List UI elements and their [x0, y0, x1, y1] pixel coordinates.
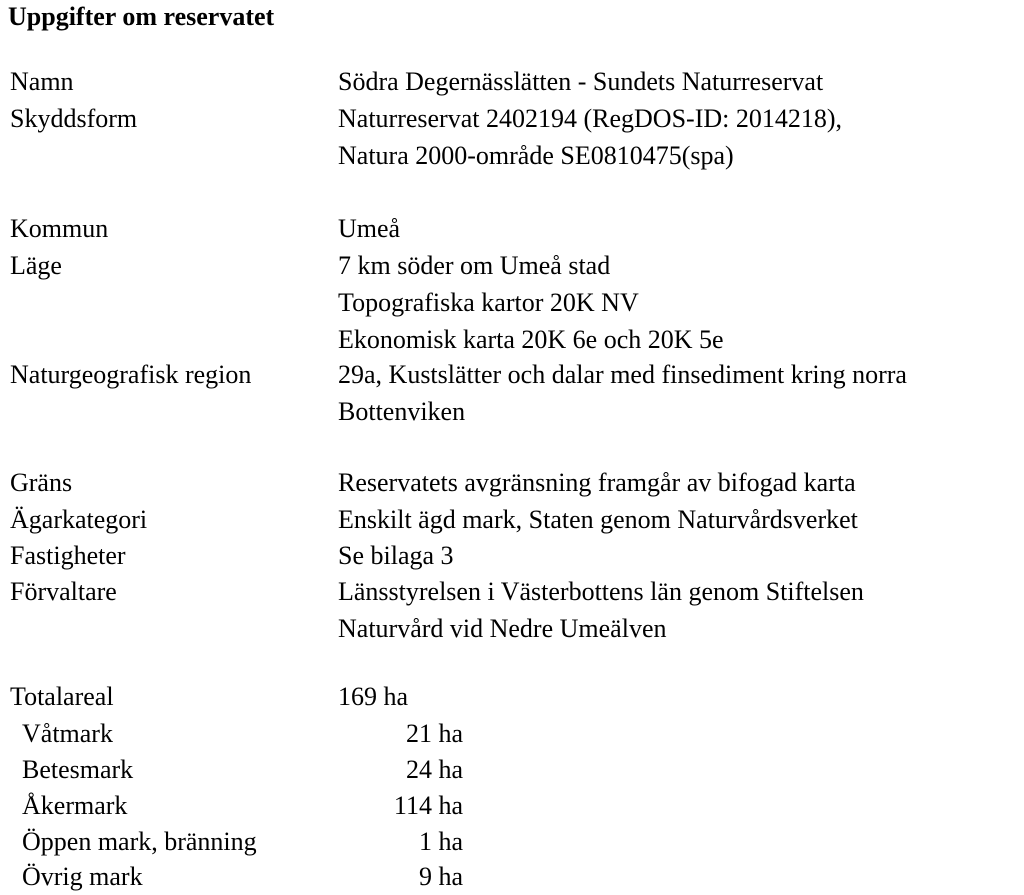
row-value: Reservatets avgränsning framgår av bifogad karta [338, 468, 856, 497]
info-row-region [0, 357, 1024, 393]
area-label: Totalareal [10, 682, 114, 711]
row-label: Ägarkategori [10, 505, 148, 534]
area-value: 9 ha [418, 862, 463, 891]
area-row-betesmark [0, 752, 1024, 788]
info-row-forvaltare-cont [0, 611, 1024, 647]
area-value: 114 ha [393, 791, 463, 820]
area-row-akermark [0, 788, 1024, 824]
row-value: Natura 2000-område SE0810475(spa) [338, 141, 734, 170]
row-label: Fastigheter [10, 541, 126, 570]
row-value: Topografiska kartor 20K NV [338, 288, 639, 317]
row-value: Naturreservat 2402194 (RegDOS-ID: 2014218), [338, 104, 843, 133]
row-label: Naturgeografisk region [10, 360, 252, 389]
info-row-forvaltare [0, 574, 1024, 610]
row-value: Ekonomisk karta 20K 6e och 20K 5e [338, 325, 724, 354]
row-value: 7 km söder om Umeå stad [338, 251, 611, 280]
area-value: 21 ha [405, 719, 463, 748]
area-label: Betesmark [22, 755, 134, 784]
row-label: Gräns [10, 468, 73, 497]
info-row-agarkategori [0, 502, 1024, 538]
row-label: Läge [10, 251, 62, 280]
row-value: 29a, Kustslätter och dalar med finsediment kring norra [338, 360, 907, 389]
row-value: Enskilt ägd mark, Staten genom Naturvårdsverket [338, 505, 858, 534]
row-value: Bottenviken [338, 397, 466, 426]
area-label: Åkermark [22, 791, 128, 820]
row-value: Se bilaga 3 [338, 541, 454, 570]
area-label: Öppen mark, bränning [22, 827, 257, 856]
area-row-ovrig-mark [0, 859, 1024, 895]
area-row-vatmark [0, 716, 1024, 752]
info-row-grans [0, 465, 1024, 501]
area-value: 24 ha [405, 755, 463, 784]
info-row-fastigheter [0, 538, 1024, 574]
info-row-namn [0, 64, 1024, 100]
row-label: Förvaltare [10, 577, 117, 606]
info-row-lage-cont-1 [0, 285, 1024, 321]
info-row-lage [0, 248, 1024, 284]
info-row-kommun [0, 211, 1024, 247]
info-row-region-cont [0, 394, 1024, 430]
row-value: Södra Degernässlätten - Sundets Naturreservat [338, 67, 824, 96]
area-row-totalareal [0, 679, 1024, 715]
area-row-oppen-mark [0, 824, 1024, 860]
row-label: Skyddsform [10, 104, 138, 133]
info-row-lage-cont-2 [0, 322, 1024, 358]
area-value: 1 ha [418, 827, 463, 856]
info-row-skyddsform [0, 101, 1024, 137]
row-label: Kommun [10, 214, 109, 243]
row-value: Länsstyrelsen i Västerbottens län genom Stiftelsen [338, 577, 864, 606]
area-value: 169 ha [338, 682, 409, 711]
area-label: Våtmark [22, 719, 113, 748]
area-label: Övrig mark [22, 862, 143, 891]
info-row-skyddsform-cont [0, 138, 1024, 174]
row-value: Umeå [338, 214, 401, 243]
section-heading: Uppgifter om reservatet [8, 2, 275, 31]
row-value: Naturvård vid Nedre Umeälven [338, 614, 667, 643]
row-label: Namn [10, 67, 74, 96]
